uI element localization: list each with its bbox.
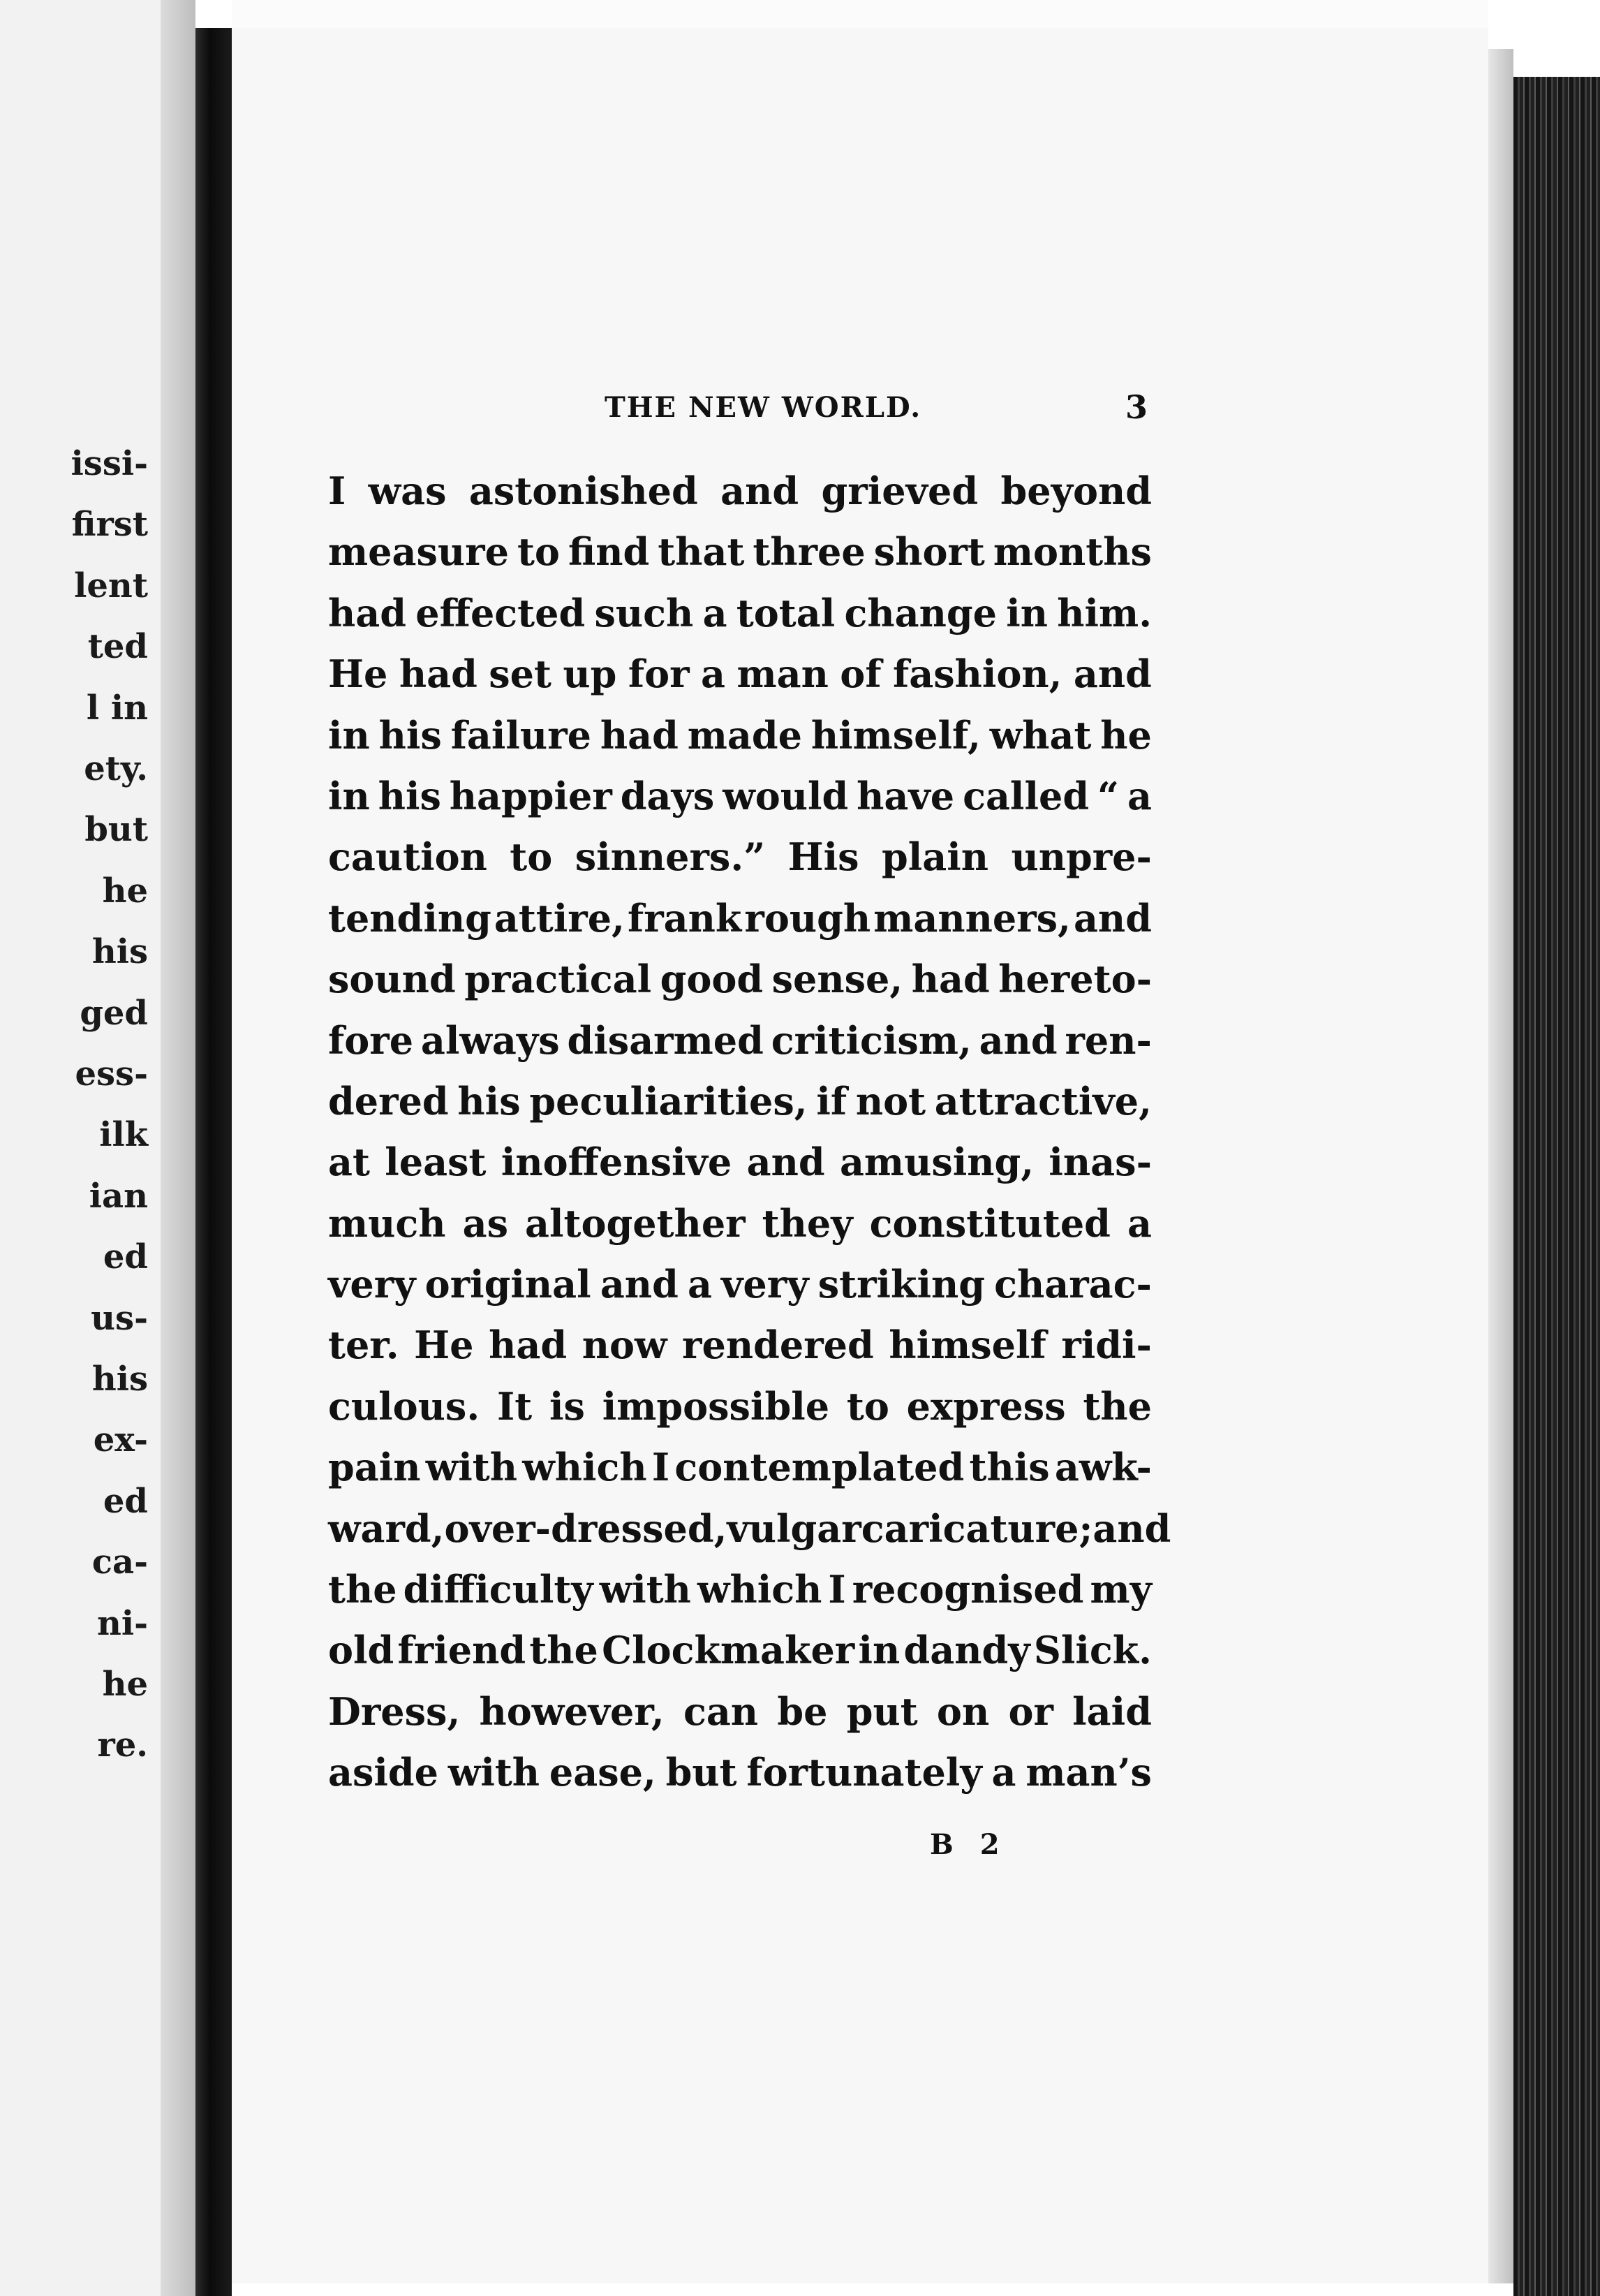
previous-page-line-fragment: ex-: [93, 1420, 148, 1460]
previous-page-line-fragment: ed: [103, 1481, 148, 1521]
text-line: in his failure had made himself, what he: [328, 712, 1152, 758]
text-line: I was astonished and grieved beyond: [328, 469, 1152, 513]
text-line: the difficulty with which I recognised my: [328, 1567, 1152, 1612]
text-line: had effected such a total change in him.: [328, 590, 1152, 635]
body-text: [328, 461, 1171, 1804]
text-line: sound practical good sense, had hereto-: [328, 957, 1152, 1002]
signature-mark: B 2: [930, 1828, 1008, 1861]
previous-page-line-fragment: ed: [103, 1237, 148, 1277]
previous-page-line-fragment: ni-: [96, 1603, 148, 1643]
previous-page-line-fragment: his: [91, 1360, 148, 1399]
text-line: He had set up for a man of fashion, and: [328, 652, 1152, 697]
previous-page-line-fragment: ilk: [99, 1115, 148, 1155]
text-line: old friend the Clockmaker in dandy Slick.: [328, 1628, 1152, 1673]
previous-page-line-fragment: us-: [91, 1298, 148, 1338]
text-line: much as altogether they constituted a: [328, 1200, 1152, 1246]
text-line: Dress, however, can be put on or laid: [328, 1688, 1152, 1734]
previous-page-line-fragment: ged: [80, 993, 148, 1033]
book-gutter: [195, 28, 232, 2296]
previous-page-line-fragment: ca-: [91, 1543, 148, 1582]
text-line: aside with ease, but fortunately a man’s: [328, 1750, 1152, 1795]
text-line: caution to sinners.” His plain unpre-: [328, 834, 1152, 880]
previous-page-line-fragment: he: [102, 1665, 148, 1704]
previous-page-edge: [161, 0, 195, 2296]
text-line: ter. He had now rendered himself ridi-: [328, 1323, 1152, 1368]
running-head: THE NEW WORLD.: [605, 391, 922, 424]
text-line: measure to find that three short months: [328, 529, 1152, 575]
book-page-block: [1513, 77, 1600, 2296]
page-fore-edge: [1488, 49, 1513, 2283]
text-line: in his happier days would have called “ a: [328, 773, 1152, 818]
previous-page-line-fragment: l in: [86, 688, 148, 728]
page-number: 3: [1125, 388, 1148, 426]
text-line: at least inoffensive and amusing, inas-: [328, 1140, 1152, 1185]
previous-page-line-fragment: his: [91, 932, 148, 972]
previous-page-line-fragment: ian: [89, 1176, 148, 1216]
text-line: culous. It is impossible to express the: [328, 1383, 1152, 1429]
previous-page-line-fragment: ety.: [84, 749, 148, 788]
previous-page-line-fragment: but: [84, 810, 148, 850]
previous-page-line-fragment: lent: [74, 566, 148, 605]
text-line: tending attire, frank rough manners, and: [328, 895, 1152, 941]
text-line: pain with which I contemplated this awk-: [328, 1445, 1152, 1490]
text-line: dered his peculiarities, if not attractive,: [328, 1078, 1152, 1124]
text-line: very original and a very striking charac-: [328, 1262, 1152, 1307]
text-line: fore always disarmed criticism, and ren-: [328, 1017, 1152, 1063]
previous-page-line-fragment: ted: [87, 627, 148, 667]
page-top-edge: [232, 0, 1488, 29]
previous-page: [0, 0, 161, 2296]
previous-page-line-fragment: issi-: [71, 444, 148, 483]
previous-page-line-fragment: ess-: [75, 1054, 148, 1094]
previous-page-line-fragment: he: [102, 871, 148, 911]
previous-page-line-fragment: re.: [97, 1725, 148, 1765]
text-line: ward, over-dressed, vulgar caricature ; and: [328, 1506, 1171, 1551]
previous-page-line-fragment: first: [71, 505, 148, 545]
